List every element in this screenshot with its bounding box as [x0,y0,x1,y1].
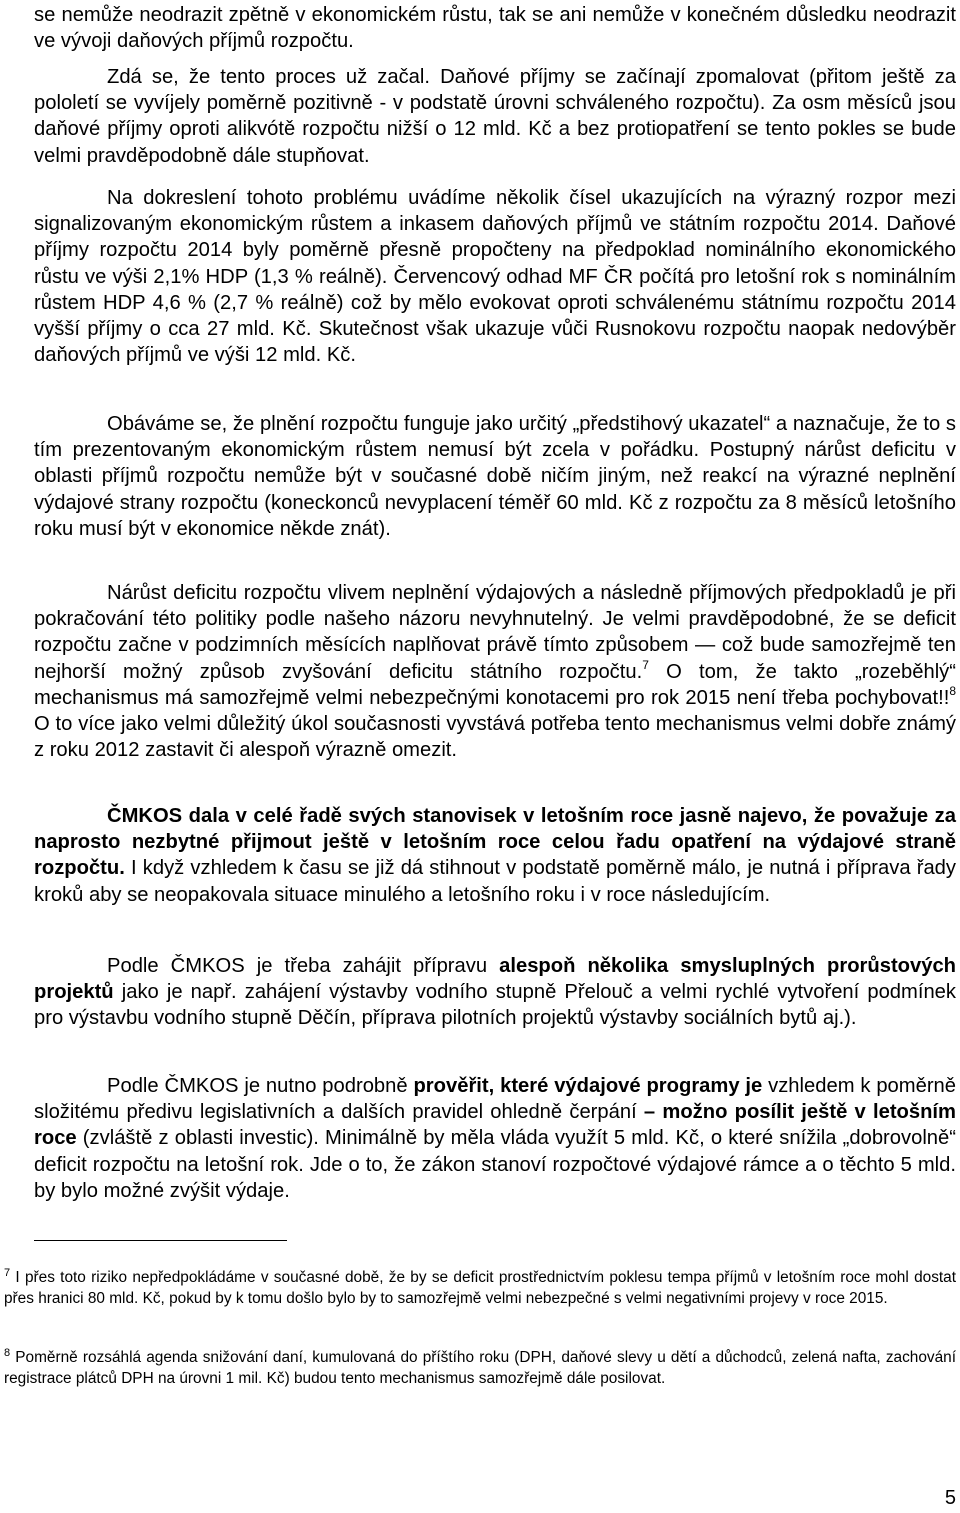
bold-text: ČMKOS dala v celé řadě svých stanovisek v letošním roce jasně najevo, že považuje za naprosto nezbytné přijmout ještě v letošním roce celou řadu opatření na výdajové straně rozpočtu. [34,805,956,880]
text-span: O to více jako velmi důležitý úkol současnosti vyvstává potřeba tento mechanismus velmi dobře známý z roku 2012 zastavit či alespoň výrazně omezit. [34,713,956,762]
text-span: Podle ČMKOS je třeba zahájit přípravu [107,955,500,977]
paragraph-deficit-growth [34,580,956,763]
paragraph-numbers: Na dokreslení tohoto problému uvádíme několik čísel ukazujících na výrazný rozpor mezi signalizovaným ekonomickým růstem a inkasem daňových příjmů ve státním rozpočtu 2014. Daňové příjmy rozpočtu 2014 byly poměrně přesně propočteny na předpoklad nominálního ekonomického růstu ve výši 2,1% HDP (1,3 % reálně). Červencový odhad MF ČR počítá pro letošní rok s nominálním růstem HDP 4,6 % (2,7 % reálně) což by mělo evokovat oproti schválenému státnímu rozpočtu 2014 vyšší příjmy o cca 27 mld. Kč. Skutečnost však ukazuje vůči Rusnokovu rozpočtu naopak nedovýběr daňových příjmů ve výši 12 mld. Kč. [34,187,956,367]
footnote-8 [4,1348,956,1390]
text-span: jako je např. zahájení výstavby vodního stupně Přelouč a velmi rychlé vytvoření podmínek pro výstavbu vodního stupně Děčín, příprava pilotních projektů výstavby sociálních bytů aj.). [34,981,956,1030]
footnote-separator [34,1240,287,1241]
paragraph-cmkos-stance [34,803,956,908]
footnote-number: 7 [4,1267,11,1279]
page-number: 5 [944,1487,956,1509]
footnote-number: 8 [4,1347,11,1359]
text-span: Nárůst deficitu rozpočtu vlivem neplnění výdajových a následně příjmových předpokladů je při pokračování této politiky podle našeho názoru nevyhnutelný. Je velmi pravděpodobné, že se deficit rozpočtu začne v podzimních měsících naplňovat právě tímto způsobem — což bude samozřejmě ten nejhorší možný způsob zvyšování deficitu státního rozpočtu. [34,582,956,683]
text-span: vzhledem k poměrně složitému předivu legislativních a dalších pravidel ohledně čerpání [34,1075,956,1124]
paragraph-tax-slowdown: Zdá se, že tento proces už začal. Daňové příjmy se začínají zpomalovat (přitom ještě za pololetí se vyvíjely poměrně pozitivně - v podstatě úrovni schváleného rozpočtu). Za osm měsíců jsou daňové příjmy oproti alikvótě rozpočtu nižší o 12 mld. Kč a bez protiopatření se tento pokles se bude velmi pravděpodobně dále stupňovat. [34,66,956,167]
text-span: Podle ČMKOS je nutno podrobně [107,1075,414,1097]
bold-text: alespoň několika smysluplných prorůstových projektů [34,955,957,1004]
text-span: I když vzhledem k času se již dá stihnout v podstatě poměrně málo, je nutná i příprava řady kroků aby se neopakovala situace minulého a letošního roku i v roce následujícím. [34,857,956,906]
paragraph-growth-projects [34,953,956,1032]
text-span: (zvláště z oblasti investic). Minimálně by měla vláda využít 5 mld. Kč, o které snížila „dobrovolně“ deficit rozpočtu na letošní rok. Jde o to, že zákon stanoví rozpočtové výdajové rámce a o těchto 5 mld. by bylo možné zvýšit výdaje. [34,1127,956,1202]
paragraph-continuation: se nemůže neodrazit zpětně v ekonomickém růstu, tak se ani nemůže v konečném důsledku neodrazit ve vývoji daňových příjmů rozpočtu. [34,4,956,53]
footnote-ref-7[interactable]: 7 [642,657,649,672]
text-span: O tom, že takto „rozeběhlý“ mechanismus má samozřejmě velmi nebezpečnými konotacemi pro rok 2015 není třeba pochybovat!! [34,660,956,709]
footnote-text: Poměrně rozsáhlá agenda snižování daní, kumulovaná do příštího roku (DPH, daňové slevy u dětí a důchodců, zelená nafta, zachování registrace plátců DPH na úrovni 1 mil. Kč) budou tento mechanismus samozřejmě dále posilovat. [4,1349,956,1387]
footnote-text: I přes toto riziko nepředpokládáme v současné době, že by se deficit prostřednictvím poklesu tempa příjmů v letošním roce mohl dostat přes hranici 80 mld. Kč, pokud by k tomu došlo bylo by to samozřejmě velmi nebezpečné s velmi negativními projevy v roce 2015. [4,1269,956,1307]
bold-text: prověřit, které výdajové programy je [413,1075,763,1097]
footnote-ref-8[interactable]: 8 [949,683,956,698]
footnote-7 [4,1268,956,1310]
paragraph-indicator: Obáváme se, že plnění rozpočtu funguje jako určitý „předstihový ukazatel“ a naznačuje, že to s tím prezentovaným ekonomickým růstem nemusí být zcela v pořádku. Postupný nárůst deficitu v oblasti příjmů rozpočtu nemůže být v současné době ničím jiným, než reakcí na výrazné neplnění výdajové strany rozpočtu (koneckonců nevyplacení téměř 60 mld. Kč z rozpočtu za 8 měsíců letošního roku musí být v ekonomice někde znát). [34,413,956,540]
paragraph-expenditure-programs [34,1073,956,1204]
bold-text: – možno posílit ještě v letošním roce [34,1101,956,1150]
